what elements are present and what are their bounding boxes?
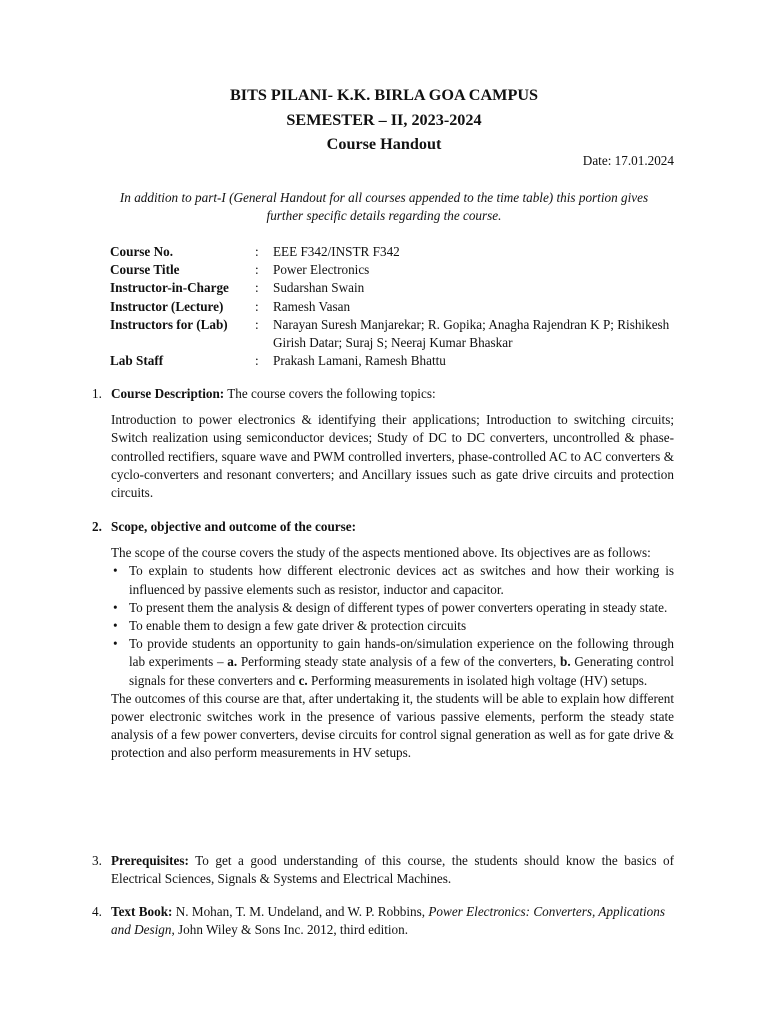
info-row-instructors-lab <box>110 316 690 352</box>
list-item: • To present them the analysis & design of different types of power converters operating in steady state. <box>111 599 674 617</box>
info-label: Instructors for (Lab) <box>110 316 228 332</box>
course-info-table <box>110 243 690 370</box>
info-value: Power Electronics <box>273 262 370 278</box>
info-value: EEE F342/INSTR F342 <box>273 244 400 259</box>
info-colon: : <box>255 280 259 296</box>
section-lead: The course covers the following topics: <box>224 386 436 401</box>
info-row-course-title <box>110 261 690 279</box>
scope-text: The scope of the course covers the study of the aspects mentioned above. Its objectives are as follows: <box>111 545 651 561</box>
bullet-icon: • <box>113 599 118 615</box>
document-header <box>0 83 768 157</box>
handout-date: Date: 17.01.2024 <box>582 153 674 168</box>
info-colon: : <box>255 298 259 314</box>
section-title: Text Book: <box>111 904 173 919</box>
info-label: Lab Staff <box>110 353 164 369</box>
bullet-icon: • <box>113 618 118 634</box>
info-label: Instructor-in-Charge <box>110 280 229 296</box>
section-text-book <box>92 903 674 939</box>
info-colon: : <box>255 244 259 259</box>
section-number: 2. <box>92 519 102 534</box>
course-description-text: Introduction to power electronics & identifying their applications; Introduction to switching circuits; Switch realization using semiconductor devices; Study of DC to DC converters, uncontrolled & phase-controlled rectifiers, square wave and PWM controlled inverters, phase-controlled AC to AC converters & cyclo-converters and resonant converters; and Ancillary issues such as gate drive circuits and protection circuits. <box>111 412 674 501</box>
section-title: Course Description: <box>111 386 225 401</box>
section-course-description <box>92 385 674 502</box>
book-authors: N. Mohan, T. M. Undeland, and W. P. Robbins, <box>172 904 429 919</box>
info-row-instructor-lecture <box>110 298 690 316</box>
section-title: Scope, objective and outcome of the course: <box>111 519 357 534</box>
list-item: • To enable them to design a few gate driver & protection circuits <box>111 617 674 635</box>
info-row-lab-staff <box>110 352 690 370</box>
info-label: Course No. <box>110 244 174 259</box>
campus-title: BITS PILANI- K.K. BIRLA GOA CAMPUS <box>229 86 539 104</box>
section-prerequisites <box>92 852 674 888</box>
info-row-instructor-in-charge <box>110 279 690 297</box>
bullet-icon: • <box>113 563 118 579</box>
section-number: 1. <box>92 386 102 401</box>
info-value: Ramesh Vasan <box>273 298 351 314</box>
info-colon: : <box>255 262 259 278</box>
section-number: 4. <box>92 904 102 919</box>
list-item: • To explain to students how different electronic devices act as switches and how their working is influenced by passive elements such as resistor, inductor and capacitor. <box>113 563 674 597</box>
prerequisites-text: To get a good understanding of this course, the students should know the basics of Electrical Sciences, Signals & Systems and Electrical Machines. <box>111 853 674 887</box>
section-scope-objective <box>92 518 674 763</box>
outcomes-text: The outcomes of this course are that, after undertaking it, the students will be able to explain how different power electronic switches work in the presence of various passive elements, perform the steady state analysis of a few power converters, devise circuits for control signal generation as well as for gate drive & protection and also perform measurements in HV setups. <box>111 690 674 761</box>
info-value: Narayan Suresh Manjarekar; R. Gopika; Anagha Rajendran K P; Rishikesh Girish Datar; Suraj S; Neeraj Kumar Bhaskar <box>273 316 670 351</box>
handout-title: Course Handout <box>326 135 442 153</box>
semester-title: SEMESTER – II, 2023-2024 <box>286 110 482 129</box>
info-value: Sudarshan Swain <box>273 280 365 296</box>
section-number: 3. <box>92 853 102 868</box>
info-row-course-no <box>110 243 690 261</box>
bullet-icon: • <box>113 636 118 652</box>
intro-note: In addition to part-I (General Handout for all courses appended to the time table) this portion gives further specific details regarding the course. <box>119 190 649 224</box>
book-title: Power Electronics: Converters, Applications and Design <box>111 904 665 938</box>
section-title: Prerequisites: <box>111 853 189 868</box>
info-value: Prakash Lamani, Ramesh Bhattu <box>273 353 446 369</box>
info-colon: : <box>255 353 259 369</box>
info-label: Course Title <box>110 262 180 278</box>
info-colon: : <box>255 316 259 332</box>
info-label: Instructor (Lecture) <box>110 298 224 314</box>
objectives-list <box>111 562 674 689</box>
list-item: • To provide students an opportunity to gain hands-on/simulation experience on the following through lab experiments – a. Performing steady state analysis of a few of the converters, b. Generating control signals for these converters and c. Performing measurements in isolated high voltage (HV) setups. <box>113 636 675 688</box>
book-publisher: , John Wiley & Sons Inc. 2012, third edition. <box>171 922 409 938</box>
